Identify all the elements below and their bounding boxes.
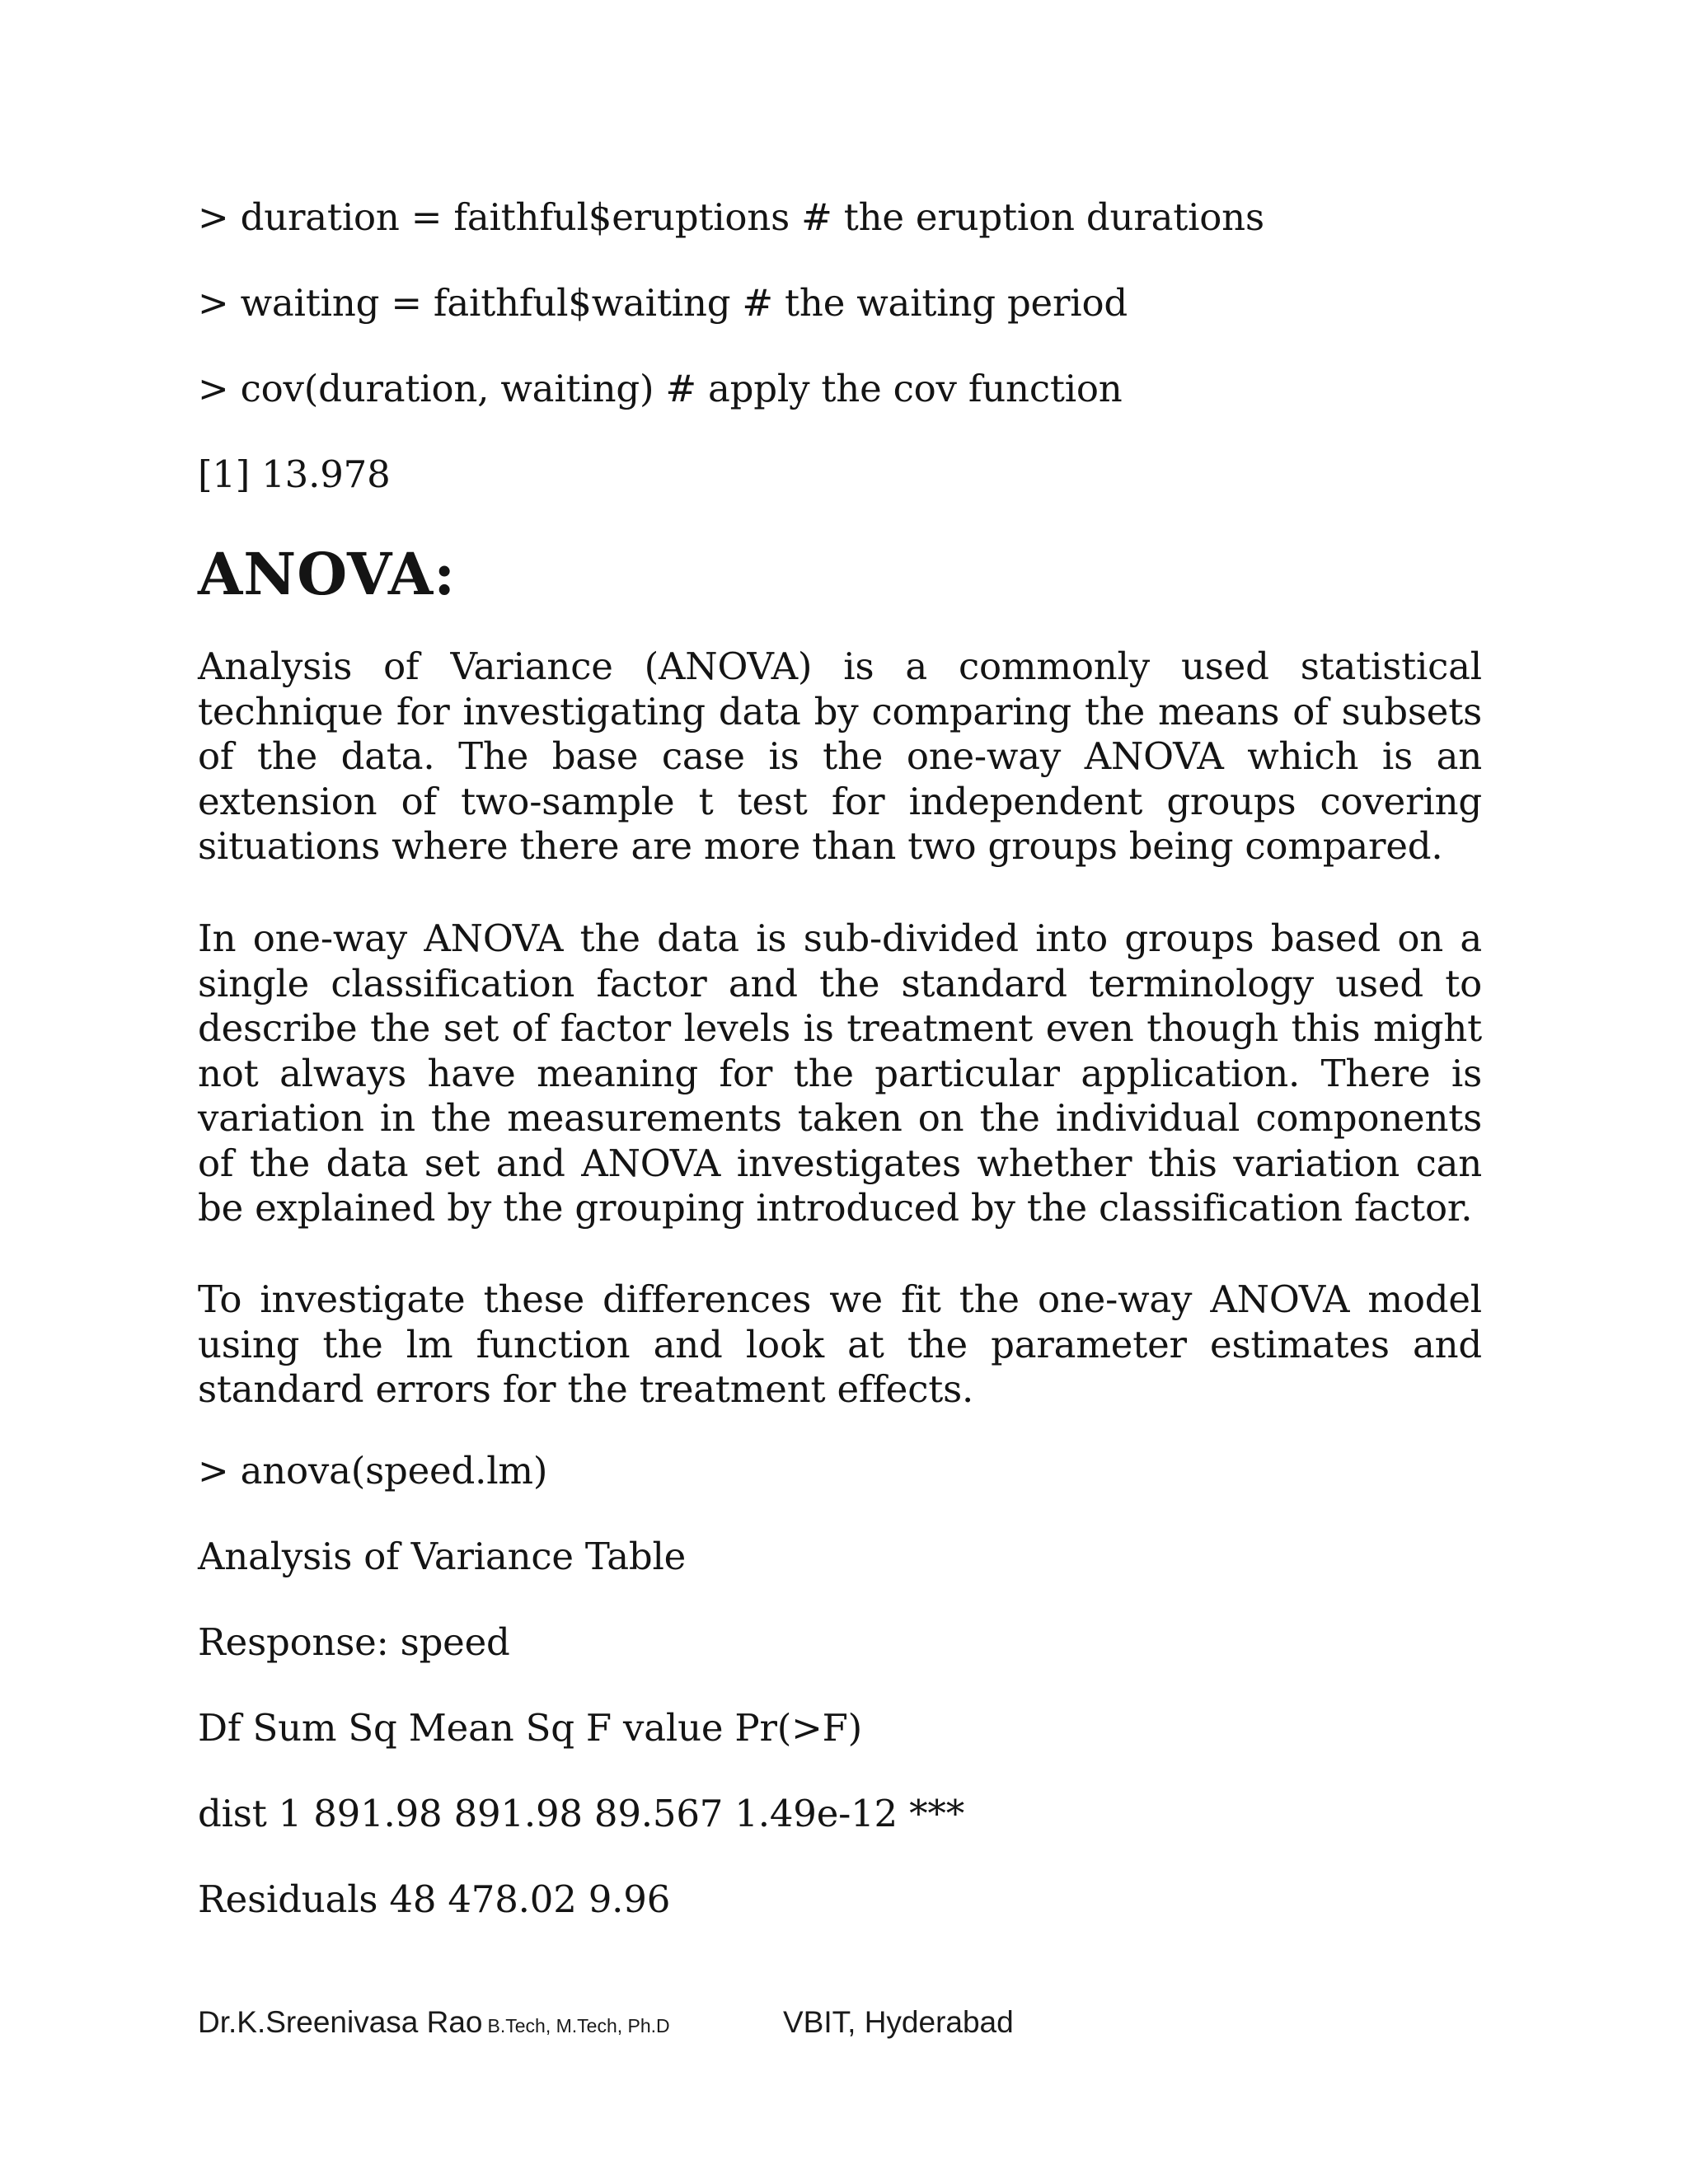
paragraph-line: using the lm function and look at the parameter estimates and [198, 1322, 1482, 1366]
output-response: Response: speed [198, 1620, 510, 1664]
paragraph-line: situations where there are more than two groups being compared. [198, 824, 1443, 868]
code-line-duration: > duration = faithful$eruptions # the eruption durations [198, 195, 1264, 239]
paragraph-intro [198, 644, 1482, 869]
paragraph-line: of the data set and ANOVA investigates whether this variation can [198, 1141, 1482, 1185]
code-line-cov: > cov(duration, waiting) # apply the cov function [198, 367, 1123, 410]
paragraph-investigate [198, 1277, 1482, 1413]
footer-author-name: Dr.K.Sreenivasa Rao [198, 2005, 483, 2039]
paragraph-line: In one-way ANOVA the data is sub-divided into groups based on a [198, 916, 1482, 960]
code-line-anova: > anova(speed.lm) [198, 1449, 548, 1493]
paragraph-line: not always have meaning for the particular application. There is [198, 1051, 1482, 1095]
paragraph-line: single classification factor and the standard terminology used to [198, 961, 1482, 1005]
paragraph-line: standard errors for the treatment effects. [198, 1367, 974, 1411]
footer-institution: VBIT, Hyderabad [783, 2005, 1014, 2039]
paragraph-line: describe the set of factor levels is treatment even though this might [198, 1006, 1482, 1050]
output-table-title: Analysis of Variance Table [198, 1535, 687, 1578]
footer-author-degrees: B.Tech, M.Tech, Ph.D [487, 2015, 670, 2036]
paragraph-line: variation in the measurements taken on the individual components [198, 1096, 1482, 1140]
code-line-waiting: > waiting = faithful$waiting # the waiting period [198, 281, 1128, 325]
paragraph-one-way [198, 916, 1482, 1231]
section-heading-anova: ANOVA: [198, 540, 457, 608]
paragraph-line: To investigate these differences we fit the one-way ANOVA model [198, 1277, 1482, 1321]
footer-author [198, 2004, 670, 2044]
paragraph-line: be explained by the grouping introduced by the classification factor. [198, 1186, 1473, 1230]
output-row-dist: dist 1 891.98 891.98 89.567 1.49e-12 *** [198, 1792, 964, 1835]
output-table-header: Df Sum Sq Mean Sq F value Pr(>F) [198, 1706, 863, 1750]
paragraph-line: Analysis of Variance (ANOVA) is a commonly used statistical [198, 644, 1482, 688]
paragraph-line: extension of two-sample t test for independent groups covering [198, 779, 1482, 823]
code-output-cov: [1] 13.978 [198, 452, 391, 496]
output-row-residuals: Residuals 48 478.02 9.96 [198, 1877, 671, 1921]
paragraph-line: technique for investigating data by comparing the means of subsets [198, 689, 1482, 733]
paragraph-line: of the data. The base case is the one-way ANOVA which is an [198, 734, 1482, 778]
